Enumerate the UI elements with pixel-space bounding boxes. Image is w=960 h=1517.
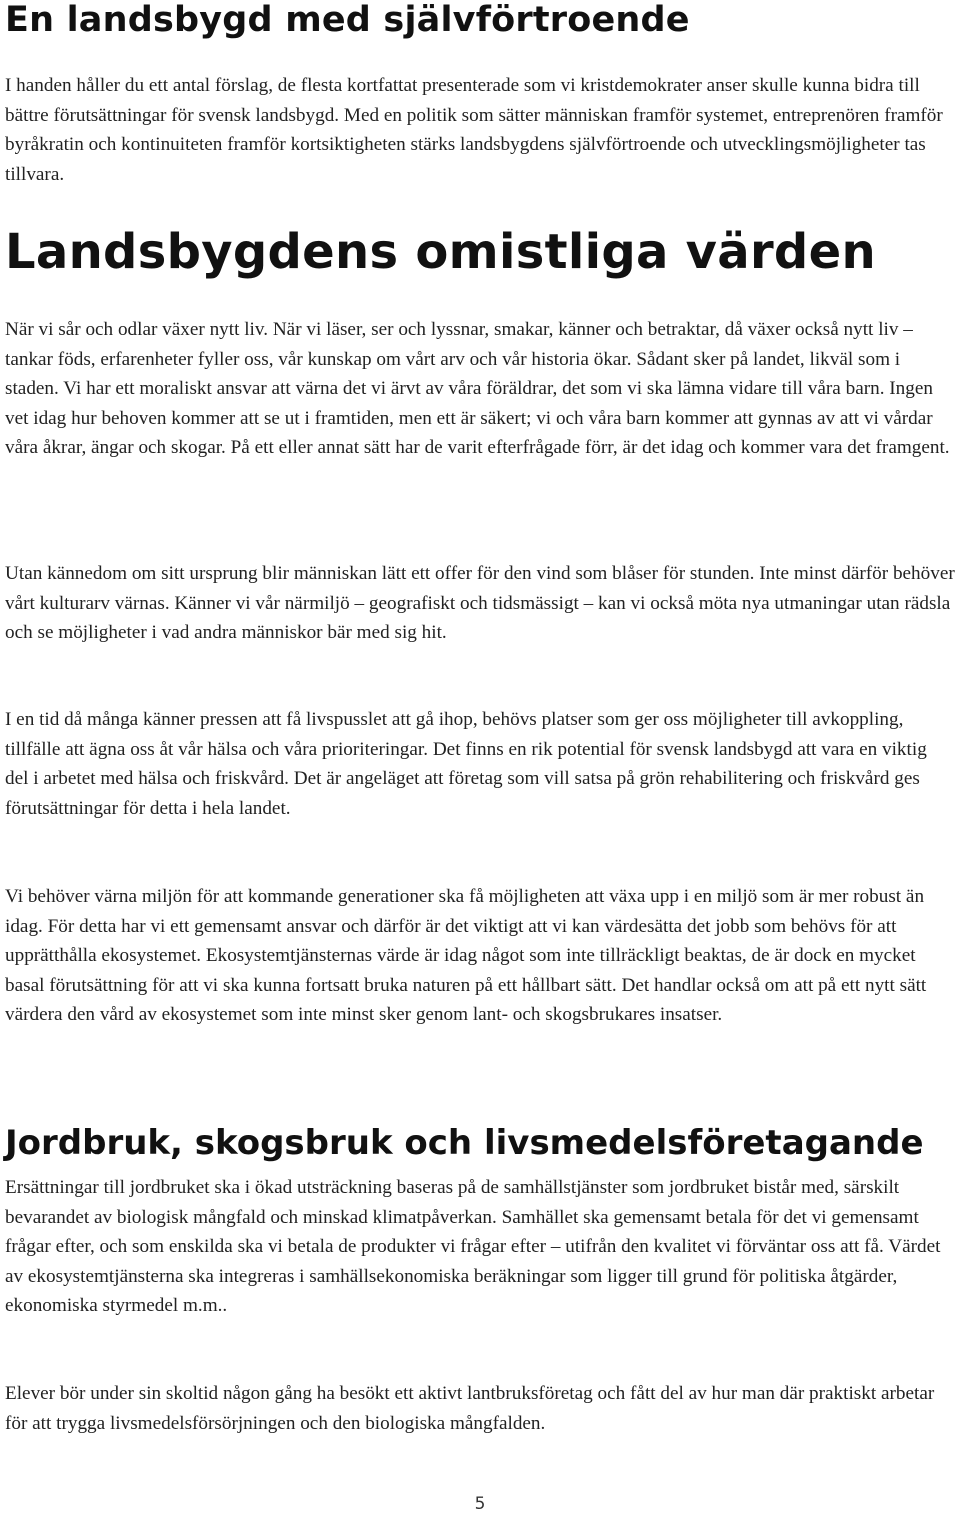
- intro-paragraph: I handen håller du ett antal förslag, de flesta kortfattat presenterade som vi kristdemokrater anser skulle kunna bidra till bättre förutsättningar för svensk landsbygd. Med en politik som sätter människan framför systemet, entreprenören framför byråkratin och kontinuiteten framför kortsiktigheten stärks landsbygdens självförtroende och utvecklingsmöjligheter tas tillvara.: [5, 75, 943, 185]
- heading-agriculture: Jordbruk, skogsbruk och livsmedelsföretagande: [5, 1123, 924, 1163]
- values-paragraph: När vi sår och odlar växer nytt liv. När vi läser, ser och lyssnar, smakar, känner och betraktar, då växer också nytt liv – tankar föds, erfarenheter fyller oss, vår kunskap om vårt arv och vår historia ökar. Sådant sker på landet, likväl som i staden. Vi har ett moraliskt ansvar att värna det vi ärvt av våra föräldrar, det som vi ska lämna vidare till våra barn. Ingen vet idag hur behoven kommer att se ut i framtiden, men ett är säkert; vi och våra barn kommer att gynnas av att vi vårdar våra åkrar, ängar och skogar. På ett eller annat sätt har de varit efterfrågade förr, är det idag och kommer vara det framgent.: [5, 319, 950, 458]
- heading-values: Landsbygdens omistliga värden: [5, 224, 876, 280]
- agri-paragraph: Ersättningar till jordbruket ska i ökad utsträckning baseras på de samhällstjänster som jordbruket bistår med, särskilt bevarandet av biologisk mångfald och minskad klimatpåverkan. Samhället ska gemensamt betala för det vi gemensamt frågar efter, och som enskilda ska vi betala de produkter vi frågar efter – utifrån den kvalitet vi förväntar oss att få. Värdet av ekosystemtjänsterna ska integreras i samhällsekonomiska beräkningar som ligger till grund för politiska åtgärder, ekonomiska styrmedel m.m..: [5, 1177, 941, 1316]
- page-number: 5: [474, 1494, 486, 1514]
- values-paragraph: Utan kännedom om sitt ursprung blir människan lätt ett offer för den vind som blåser för stunden. Inte minst därför behöver vårt kulturarv värnas. Känner vi vår närmiljö – geografiskt och tidsmässigt – kan vi också möta nya utmaningar utan rädsla och se möjligheter i vad andra människor bär med sig hit.: [5, 563, 955, 643]
- agri-paragraph: Elever bör under sin skoltid någon gång ha besökt ett aktivt lantbruksföretag och fått del av hur man där praktiskt arbetar för att trygga livsmedelsförsörjningen och den biologiska mångfalden.: [5, 1383, 935, 1434]
- values-paragraph: I en tid då många känner pressen att få livspusslet att gå ihop, behövs platser som ger oss möjligheter till avkoppling, tillfälle att ägna oss åt vår hälsa och våra prioriteringar. Det finns en rik potential för svensk landsbygd att vara en viktig del i arbetet med hälsa och friskvård. Det är angeläget att företag som vill satsa på grön rehabilitering och friskvård ges förutsättningar för detta i hela landet.: [5, 709, 927, 819]
- heading-main: En landsbygd med självförtroende: [5, 0, 690, 40]
- values-paragraph: Vi behöver värna miljön för att kommande generationer ska få möjligheten att växa upp i en miljö som är mer robust än idag. För detta har vi ett gemensamt ansvar och därför är det viktigt att vi kan värdesätta det jobb som behövs för att upprätthålla ekosystemet. Ekosystemtjänsternas värde är idag något som inte tillräckligt beaktas, de är dock en mycket basal förutsättning för att vi ska kunna fortsatt bruka naturen på ett hållbart sätt. Det handlar också om att på ett nytt sätt värdera den vård av ekosystemet som inte minst sker genom lant- och skogsbrukares insatser.: [5, 886, 927, 1025]
